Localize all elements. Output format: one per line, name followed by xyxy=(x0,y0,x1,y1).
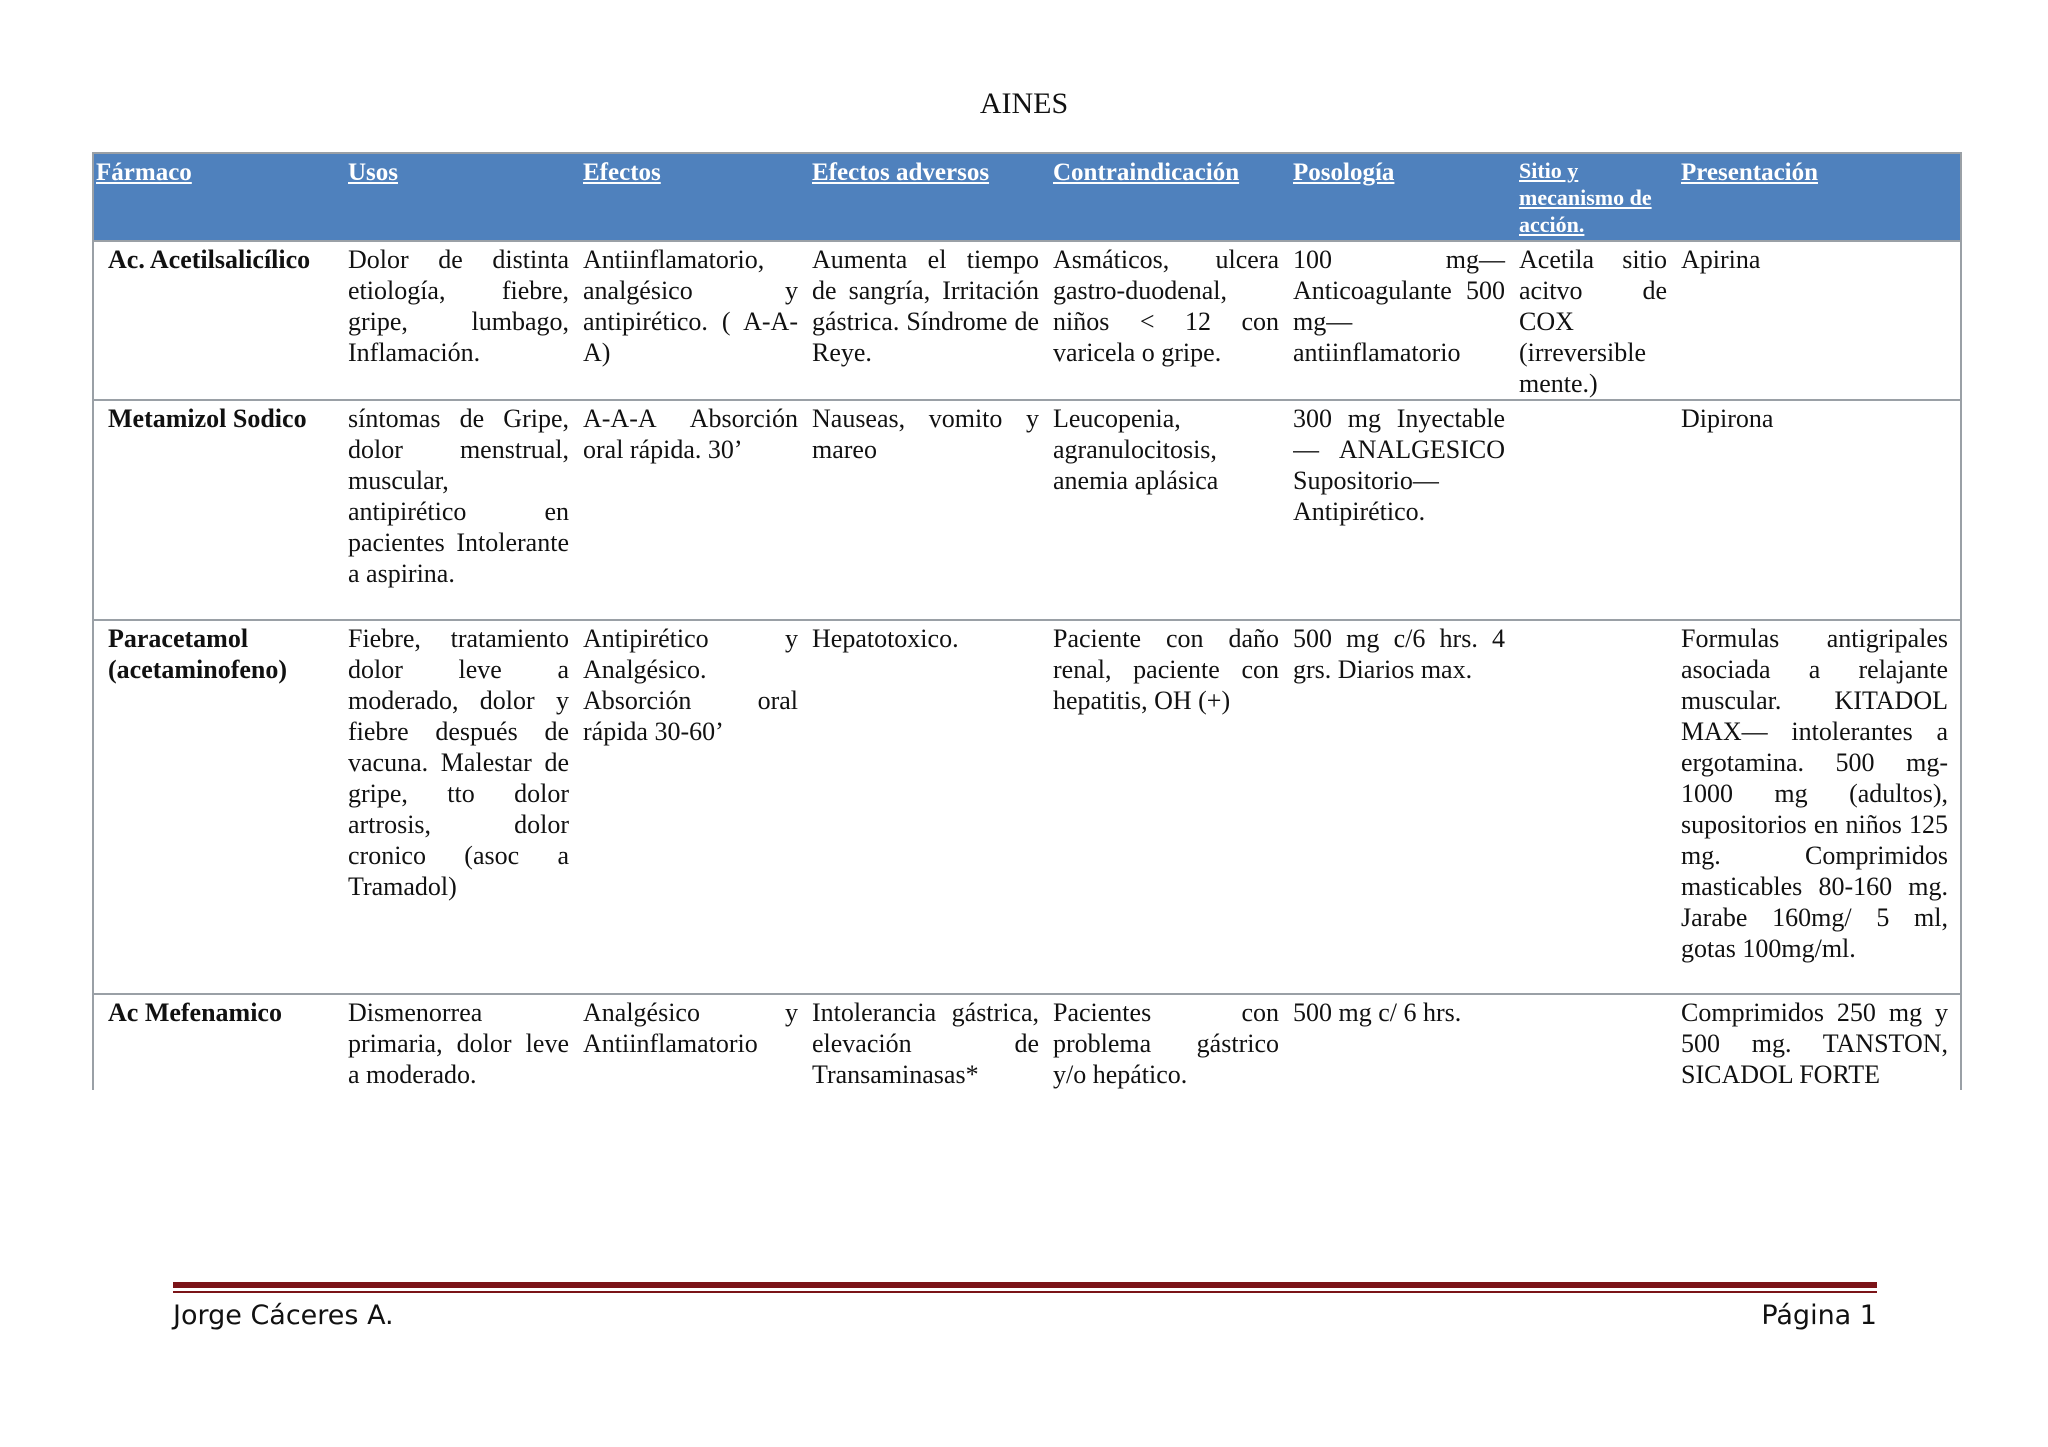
cell-usos: síntomas de Gripe, dolor menstrual, muscular, antipirético en pacientes Intolerante a aspirina. xyxy=(348,404,569,588)
cell-efectos: Analgésico y Antiinflamatorio xyxy=(583,998,798,1058)
cell-sitio xyxy=(1519,400,1681,620)
cell-farmaco: Paracetamol (acetaminofeno) xyxy=(93,620,348,994)
cell-contraindicacion: Paciente con daño renal, paciente con hepatitis, OH (+) xyxy=(1053,624,1279,715)
cell-sitio: Acetila sitio acitvo de COX (irreversible mente.) xyxy=(1519,245,1667,398)
cell-posologia: 500 mg c/6 hrs. 4 grs. Diarios max. xyxy=(1293,624,1505,684)
header-usos: Usos xyxy=(348,153,583,241)
table-row xyxy=(93,400,1961,620)
cell-efectos-adversos: Aumenta el tiempo de sangría, Irritación gástrica. Síndrome de Reye. xyxy=(812,245,1039,367)
cell-usos: Dolor de distinta etiología, fiebre, gripe, lumbago, Inflamación. xyxy=(348,245,569,367)
footer-page-number: Página 1 xyxy=(1761,1300,1877,1331)
cell-usos: Fiebre, tratamiento dolor leve a moderado, dolor y fiebre después de vacuna. Malestar de gripe, tto dolor artrosis, dolor cronico (asoc a Tramadol) xyxy=(348,624,569,901)
header-efectos: Efectos xyxy=(583,153,812,241)
header-posologia: Posología xyxy=(1293,153,1519,241)
cell-presentacion: Comprimidos 250 mg y 500 mg. TANSTON, SICADOL FORTE xyxy=(1681,994,1961,1090)
cell-farmaco: Ac. Acetilsalicílico xyxy=(93,241,348,400)
cell-presentacion: Formulas antigripales asociada a relajante muscular. KITADOL MAX— intolerantes a ergotamina. 500 mg-1000 mg (adultos), supositorios en niños 125 mg. Comprimidos masticables 80-160 mg. Jarabe 160mg/ 5 ml, gotas 100mg/ml. xyxy=(1681,620,1961,994)
footer-rule-thin xyxy=(173,1291,1877,1293)
header-efectos-adversos: Efectos adversos xyxy=(812,153,1053,241)
cell-sitio xyxy=(1519,620,1681,994)
cell-contraindicacion: Asmáticos, ulcera gastro-duodenal, niños < 12 con varicela o gripe. xyxy=(1053,245,1279,367)
cell-efectos-adversos: Intolerancia gástrica, elevación de Transaminasas* xyxy=(812,998,1039,1089)
cell-farmaco: Ac Mefenamico xyxy=(93,994,348,1090)
cell-contraindicacion: Pacientes con problema gástrico y/o hepático. xyxy=(1053,998,1279,1089)
cell-posologia: 300 mg Inyectable— ANALGESICO Supositorio— Antipirético. xyxy=(1293,404,1505,526)
cell-sitio xyxy=(1519,994,1681,1090)
header-presentacion: Presentación xyxy=(1681,153,1961,241)
cell-presentacion: Apirina xyxy=(1681,241,1961,400)
table-header-row xyxy=(93,153,1961,241)
table-row xyxy=(93,994,1961,1090)
cell-efectos-adversos: Nauseas, vomito y mareo xyxy=(812,404,1039,464)
footer-rule xyxy=(173,1282,1877,1288)
aines-table xyxy=(92,152,1962,1090)
footer-author: Jorge Cáceres A. xyxy=(173,1300,394,1331)
cell-contraindicacion: Leucopenia, agranulocitosis, anemia aplásica xyxy=(1053,404,1219,495)
header-sitio-mecanismo: Sitio y mecanismo de acción. xyxy=(1519,153,1681,241)
cell-efectos: Antipirético y Analgésico. Absorción oral rápida 30-60’ xyxy=(583,624,798,746)
cell-usos: Dismenorrea primaria, dolor leve a moderado. xyxy=(348,998,569,1089)
cell-efectos-adversos: Hepatotoxico. xyxy=(812,624,959,653)
cell-posologia: 100 mg— Anticoagulante 500 mg— antiinflamatorio xyxy=(1293,245,1505,367)
header-farmaco: Fármaco xyxy=(93,153,348,241)
table-row xyxy=(93,241,1961,400)
cell-efectos: Antiinflamatorio, analgésico y antipirético. ( A-A-A) xyxy=(583,245,798,367)
cell-presentacion: Dipirona xyxy=(1681,400,1961,620)
cell-farmaco: Metamizol Sodico xyxy=(93,400,348,620)
cell-posologia: 500 mg c/ 6 hrs. xyxy=(1293,998,1462,1027)
cell-efectos: A-A-A Absorción oral rápida. 30’ xyxy=(583,404,798,464)
table-row xyxy=(93,620,1961,994)
document-title: AINES xyxy=(979,87,1069,120)
header-contraindicacion: Contraindicación xyxy=(1053,153,1293,241)
